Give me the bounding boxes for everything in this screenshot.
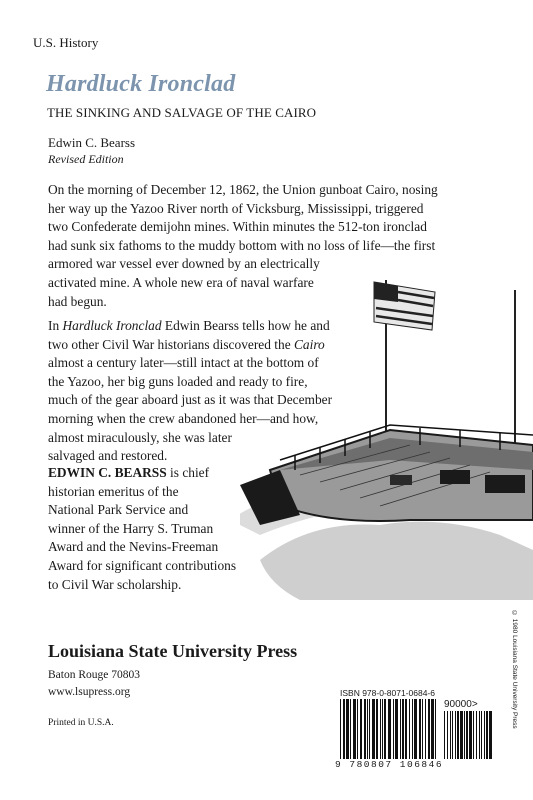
barcode-bar [405,699,407,759]
barcode-bar [357,699,358,759]
barcode-bar [419,699,421,759]
paragraph-line: salvaged and restored. [48,448,168,464]
isbn-label: ISBN 978-0-8071-0684-6 [340,688,435,698]
description-paragraph [48,181,438,311]
text-run: two other Civil War historians discovered the [48,336,294,352]
barcode-bar [489,711,492,759]
ship-name-italic: Cairo [293,336,325,352]
copyright-notice: © 1980 Louisiana State University Press [511,610,518,729]
isbn-number: 9 780807 106846 [335,759,444,770]
price-barcode [444,711,494,759]
barcode-bar [402,699,404,759]
author-name-bold: EDWIN C. BEARSS [48,465,167,480]
paragraph-line: almost a century later—still intact at the bottom of [48,355,319,371]
barcode-bar [372,699,375,759]
paragraph-line: had begun. [48,293,107,309]
barcode-bar [431,699,434,759]
paragraph-line: to Civil War scholarship. [48,576,182,592]
paragraph-line: two Confederate demijohn mines. Within minutes the 512-ton ironclad [48,219,427,235]
barcode-bar [479,711,480,759]
paragraph-line: had sunk six fathoms to the muddy bottom with no loss of life—the first [48,237,436,253]
barcode-bar [466,711,468,759]
book-title-italic: Hardluck Ironclad [62,318,162,333]
barcode-bar [464,711,465,759]
barcode-bar [469,711,472,759]
barcode-bar [393,699,394,759]
barcode-bar [452,711,453,759]
book-title: Hardluck Ironclad [46,71,236,97]
paragraph-line: Award for significant contributions [48,557,237,573]
barcode-bar [382,699,383,759]
book-subtitle: THE SINKING AND SALVAGE OF THE CAIRO [47,105,317,120]
barcode-bar [414,699,417,759]
publisher-website[interactable]: www.lsupress.org [48,686,131,698]
barcode-bar [435,699,436,759]
barcode-bar [486,711,488,759]
paragraph-line [48,336,332,355]
barcode-bar [425,699,426,759]
barcode-bar [384,699,386,759]
paragraph-line: almost miraculously, she was later [48,429,232,445]
barcode-bar [367,699,368,759]
paragraph-line: On the morning of December 12, 1862, the Union gunboat Cairo, nosing [48,182,438,197]
barcode-bar [444,711,445,759]
paragraph-line: armored war vessel ever downed by an electrically [48,256,320,272]
barcode-bar [412,699,413,759]
publisher-city: Baton Rouge 70803 [48,669,140,681]
text-run: In [48,318,63,333]
paragraph-line: much of the gear aboard just as it was that December [48,392,333,408]
barcode-bar [360,699,362,759]
isbn-barcode [340,699,440,759]
barcode-bar [376,699,378,759]
barcode-bar [484,711,485,759]
paragraph-line: the Yazoo, her big guns loaded and ready to fire, [48,373,308,389]
paragraph-line: National Park Service and [48,502,189,518]
barcode-bar [346,699,349,759]
barcode-bar [450,711,451,759]
price-code: 90000> [444,699,478,710]
barcode-bar [395,699,398,759]
paragraph-line: Award and the Nevins-Freeman [48,539,219,555]
barcode-bar [473,711,474,759]
paragraph-line: winner of the Harry S. Truman [48,520,214,536]
paragraph-line [48,317,332,336]
barcode-bar [380,699,381,759]
barcode-bar [447,711,448,759]
barcode-bar [340,699,341,759]
barcode-bar [343,699,345,759]
barcode-bar [457,711,459,759]
barcode-bar [388,699,391,759]
barcode-bar [422,699,423,759]
barcode-bar [455,711,456,759]
publisher-name: Louisiana State University Press [48,641,298,661]
barcode-bar [460,711,463,759]
paragraph-line: morning when the crew abandoned her—and how, [48,410,319,426]
paragraph-line: activated mine. A whole new era of naval warfare [48,274,314,290]
barcode-bar [428,699,430,759]
summary-paragraph [48,317,332,466]
barcode-bar [350,699,351,759]
barcode-bar [409,699,410,759]
printed-in: Printed in U.S.A. [48,718,114,728]
barcode-bar [481,711,482,759]
barcode-bar [353,699,356,759]
paragraph-line: her way up the Yazoo River north of Vicksburg, Mississippi, triggered [48,200,424,216]
paragraph-line [48,464,236,483]
text-run: Edwin Bearss tells how he and [161,318,330,333]
text-run: is chief [166,465,210,480]
edition-label: Revised Edition [48,152,124,166]
author-bio-paragraph [48,464,236,594]
author-name: Edwin C. Bearss [48,135,136,150]
price-code-value: 90000 [444,699,472,710]
paragraph-line: historian emeritus of the [48,483,179,499]
barcode-bar [400,699,401,759]
barcode-bar [369,699,370,759]
category-label: U.S. History [33,35,99,50]
barcode-bar [476,711,477,759]
barcode-bar [364,699,366,759]
